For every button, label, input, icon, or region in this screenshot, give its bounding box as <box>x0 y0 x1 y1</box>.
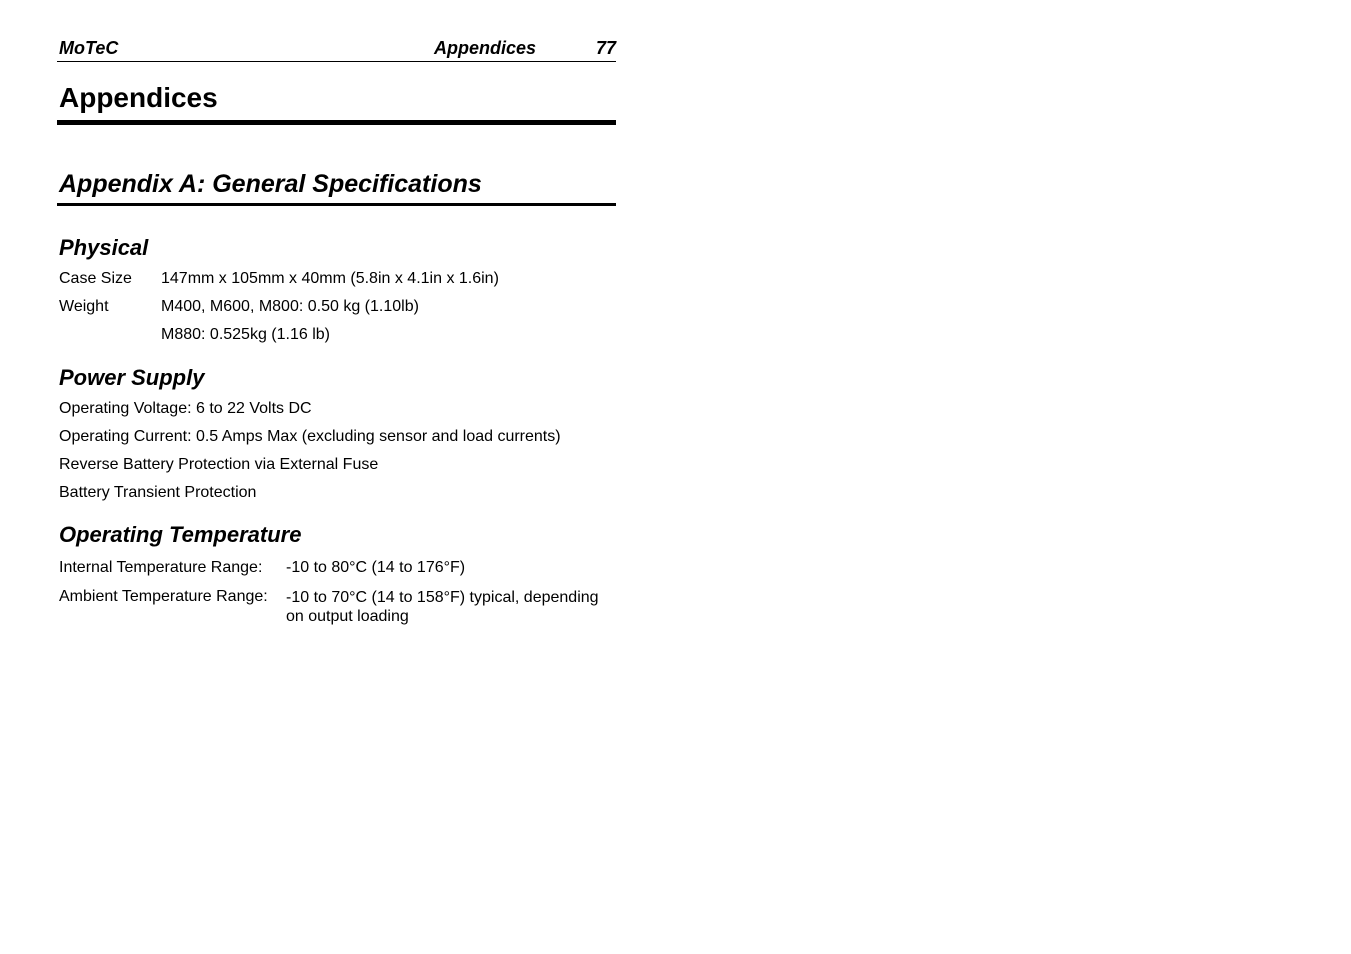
header-section: Appendices <box>433 38 536 58</box>
chapter-title <box>57 82 616 125</box>
ambient-temp-value: -10 to 70°C (14 to 158°F) typical, depending on output loading <box>286 589 599 625</box>
operating-temperature-heading: Operating Temperature <box>59 522 302 547</box>
header-brand: MoTeC <box>59 38 119 58</box>
weight-label: Weight <box>59 298 109 315</box>
internal-temp-value: -10 to 80°C (14 to 176°F) <box>286 559 466 576</box>
power-supply-heading: Power Supply <box>59 365 205 390</box>
weight-value: M400, M600, M800: 0.50 kg (1.10lb) <box>161 298 419 315</box>
power-line-current: Operating Current: 0.5 Amps Max (excluding sensor and load currents) <box>59 428 561 445</box>
physical-heading: Physical <box>59 235 149 260</box>
appendix-title-text: Appendix A: General Specifications <box>59 170 482 198</box>
internal-temp-label: Internal Temperature Range: <box>59 559 263 576</box>
running-header <box>57 36 616 62</box>
power-line-reverse-protection: Reverse Battery Protection via External Fuse <box>59 456 379 473</box>
power-line-transient-protection: Battery Transient Protection <box>59 484 257 501</box>
header-page-number: 77 <box>595 38 616 58</box>
power-line-voltage: Operating Voltage: 6 to 22 Volts DC <box>59 400 312 417</box>
weight-value-m880: M880: 0.525kg (1.16 lb) <box>161 326 330 343</box>
case-size-label: Case Size <box>59 270 132 287</box>
ambient-temp-label: Ambient Temperature Range: <box>59 588 268 605</box>
case-size-value: 147mm x 105mm x 40mm (5.8in x 4.1in x 1.6in) <box>161 270 499 287</box>
chapter-title-text: Appendices <box>59 82 218 113</box>
appendix-title <box>57 170 616 206</box>
